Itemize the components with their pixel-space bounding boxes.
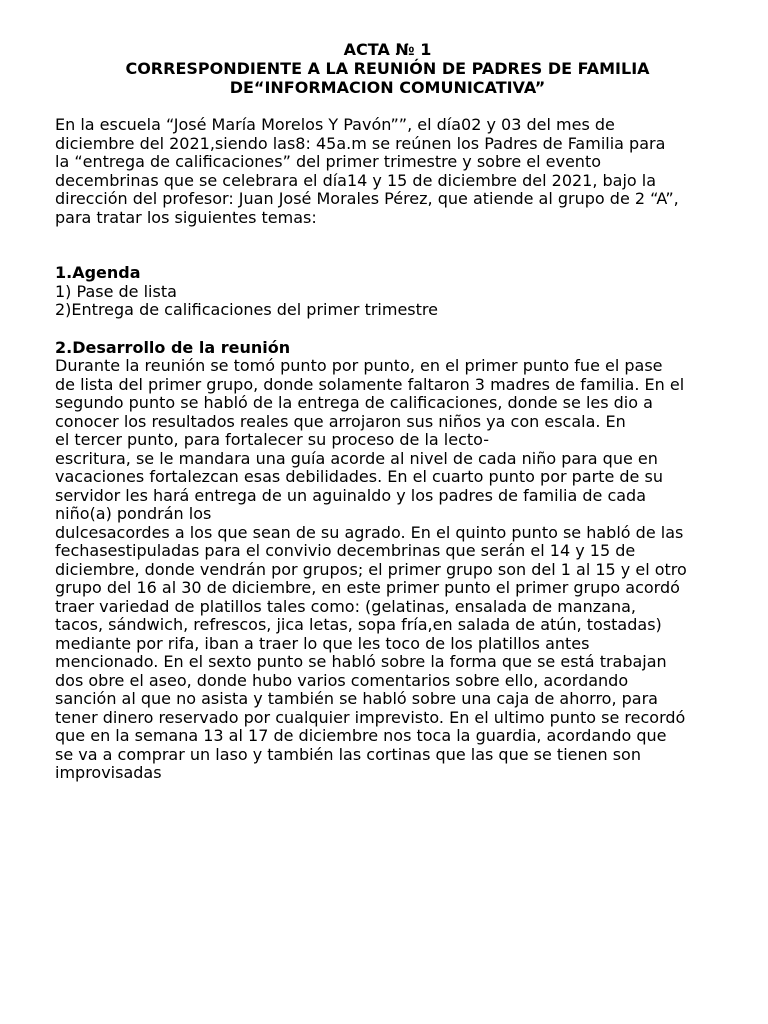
desarrollo-line: conocer los resultados reales que arrojaron sus niños ya con escala. En xyxy=(55,411,626,431)
intro-line: dirección del profesor: Juan José Morales Pérez, que atiende al grupo de 2 “A”, xyxy=(55,189,679,208)
acta-title: ACTA № 1 xyxy=(343,40,432,59)
document-page xyxy=(55,40,720,783)
intro-line: En la escuela “José María Morelos Y Pavón””, el día02 y 03 del mes de xyxy=(55,115,615,134)
desarrollo-line: traer variedad de platillos tales como: (gelatinas, ensalada de manzana, xyxy=(55,596,636,616)
intro-line: decembrinas que se celebrara el día14 y 15 de diciembre del 2021, bajo la xyxy=(55,170,657,190)
intro-line: diciembre del 2021,siendo las8: 45a.m se reúnen los Padres de Familia para xyxy=(55,133,666,153)
desarrollo-line: diciembre, donde vendrán por grupos; el primer grupo son del 1 al 15 y el otro xyxy=(55,559,687,579)
intro-line: para tratar los siguientes temas: xyxy=(55,207,317,227)
desarrollo-line: de lista del primer grupo, donde solamente faltaron 3 madres de familia. En el xyxy=(55,374,685,394)
desarrollo-line: niño(a) pondrán los xyxy=(55,504,212,523)
desarrollo-line: mediante por rifa, iban a traer lo que les toco de los platillos antes xyxy=(55,633,590,653)
desarrollo-line: servidor les hará entrega de un aguinaldo y los padres de familia de cada xyxy=(55,485,647,505)
agenda-section xyxy=(55,264,720,320)
desarrollo-line: segundo punto se habló de la entrega de calificaciones, donde se les dio a xyxy=(55,393,653,412)
desarrollo-line: dulcesacordes a los que sean de su agrado. En el quinto punto se habló de las xyxy=(55,522,684,542)
desarrollo-section xyxy=(55,339,720,783)
intro-line: la “entrega de calificaciones” del primer trimestre y sobre el evento xyxy=(55,152,602,171)
desarrollo-line: mencionado. En el sexto punto se habló sobre la forma que se está trabajan xyxy=(55,652,667,671)
desarrollo-line: improvisadas xyxy=(55,763,162,782)
desarrollo-line: el tercer punto, para fortalecer su proceso de la lecto- xyxy=(55,430,490,449)
agenda-heading: 1.Agenda xyxy=(55,263,141,282)
desarrollo-paragraph xyxy=(55,357,720,783)
desarrollo-heading: 2.Desarrollo de la reunión xyxy=(55,337,291,357)
desarrollo-line: tener dinero reservado por cualquier imprevisto. En el ultimo punto se recordó xyxy=(55,707,686,727)
acta-subtitle: CORRESPONDIENTE A LA REUNIÓN DE PADRES DE FAMILIA xyxy=(125,59,650,78)
agenda-item: 1) Pase de lista xyxy=(55,281,177,301)
acta-subtitle-continued: DE“INFORMACION COMUNICATIVA” xyxy=(229,78,546,97)
agenda-item: 2)Entrega de calificaciones del primer trimestre xyxy=(55,300,438,319)
intro-paragraph xyxy=(55,116,720,227)
desarrollo-line: grupo del 16 al 30 de diciembre, en este primer punto el primer grupo acordó xyxy=(55,578,680,597)
desarrollo-line: dos obre el aseo, donde hubo varios comentarios sobre ello, acordando xyxy=(55,670,629,690)
desarrollo-line: sanción al que no asista y también se habló sobre una caja de ahorro, para xyxy=(55,689,658,708)
desarrollo-line: se va a comprar un laso y también las cortinas que las que se tienen son xyxy=(55,744,641,764)
desarrollo-line: vacaciones fortalezcan esas debilidades. En el cuarto punto por parte de su xyxy=(55,467,663,486)
desarrollo-line: tacos, sándwich, refrescos, jica letas, sopa fría,en salada de atún, tostadas) xyxy=(55,615,662,634)
desarrollo-line: fechasestipuladas para el convivio decembrinas que serán el 14 y 15 de xyxy=(55,541,636,560)
document-title-block xyxy=(55,40,720,97)
desarrollo-line: que en la semana 13 al 17 de diciembre nos toca la guardia, acordando que xyxy=(55,726,667,745)
desarrollo-line: Durante la reunión se tomó punto por punto, en el primer punto fue el pase xyxy=(55,356,663,375)
desarrollo-line: escritura, se le mandara una guía acorde al nivel de cada niño para que en xyxy=(55,448,658,468)
